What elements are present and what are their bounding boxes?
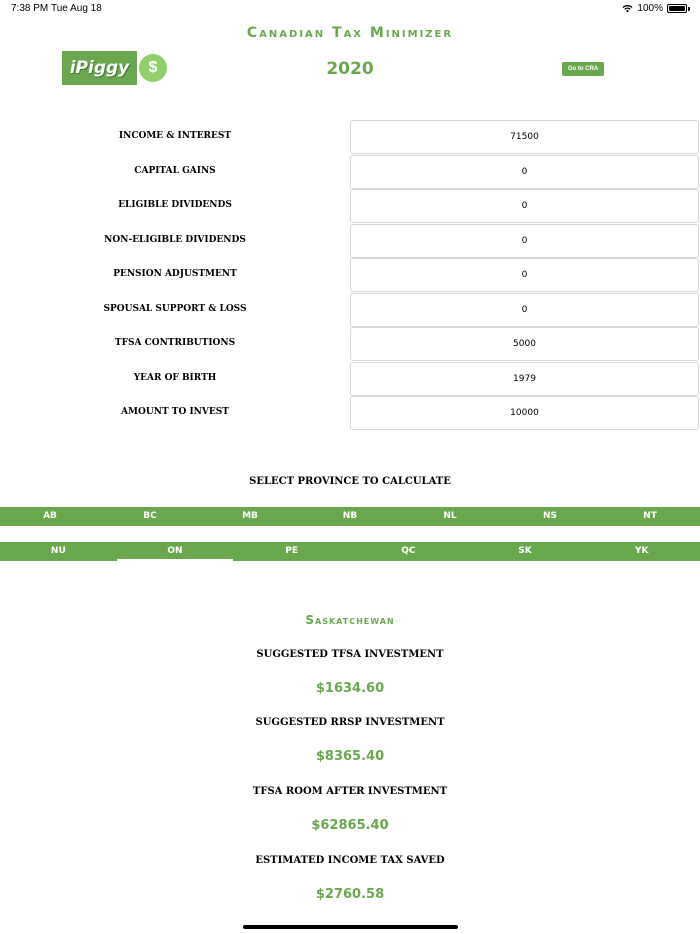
spousal-support-label: SPOUSAL SUPPORT & LOSS	[103, 304, 247, 314]
capital-gains-input[interactable]: 0	[350, 155, 699, 189]
amount-to-invest-label: AMOUNT TO INVEST	[121, 407, 229, 417]
result-province-name: Saskatchewan	[305, 613, 395, 627]
form-row-year-of-birth	[0, 362, 700, 396]
capital-gains-label: CAPITAL GAINS	[134, 166, 216, 176]
go-to-cra-button[interactable]: Go to CRA	[562, 62, 604, 76]
eligible-dividends-label: ELIGIBLE DIVIDENDS	[118, 200, 232, 210]
form-row-non-eligible-dividends	[0, 224, 700, 258]
suggested-rrsp-label: SUGGESTED RRSP INVESTMENT	[255, 717, 445, 728]
tax-year: 2020	[326, 59, 374, 79]
province-tab-sk[interactable]: SK	[518, 546, 532, 556]
province-tabs-row-1	[0, 507, 700, 526]
spousal-support-input[interactable]: 0	[350, 293, 699, 327]
status-time: 7:38 PM	[11, 3, 49, 14]
form-row-spousal-support	[0, 293, 700, 327]
piggy-bank-icon: $	[139, 54, 167, 82]
tax-saved-label: ESTIMATED INCOME TAX SAVED	[255, 855, 445, 866]
province-tab-nl[interactable]: NL	[443, 511, 457, 521]
status-date: Tue Aug 18	[51, 3, 102, 14]
pension-adjustment-input[interactable]: 0	[350, 258, 699, 292]
form-row-amount-to-invest	[0, 396, 700, 430]
suggested-tfsa-label: SUGGESTED TFSA INVESTMENT	[256, 649, 444, 660]
form-row-pension-adjustment	[0, 258, 700, 292]
non-eligible-dividends-label: NON-ELIGIBLE DIVIDENDS	[104, 235, 246, 245]
form-row-capital-gains	[0, 155, 700, 189]
year-of-birth-input[interactable]: 1979	[350, 362, 699, 396]
year-of-birth-label: YEAR OF BIRTH	[133, 373, 217, 383]
province-select-heading: SELECT PROVINCE TO CALCULATE	[249, 476, 451, 487]
battery-percent: 100%	[637, 3, 663, 14]
province-tab-nu[interactable]: NU	[50, 546, 66, 556]
province-tab-mb[interactable]: MB	[242, 511, 258, 521]
tfsa-room-label: TFSA ROOM AFTER INVESTMENT	[252, 786, 448, 797]
form-row-tfsa-contributions	[0, 327, 700, 361]
form-row-eligible-dividends	[0, 189, 700, 223]
status-right	[622, 3, 690, 14]
suggested-rrsp-value: $8365.40	[315, 749, 385, 764]
form-row-income	[0, 120, 700, 154]
home-indicator[interactable]	[243, 925, 458, 929]
province-tab-bc[interactable]: BC	[143, 511, 157, 521]
tax-saved-value: $2760.58	[315, 887, 385, 902]
battery-icon	[667, 4, 687, 13]
pension-adjustment-label: PENSION ADJUSTMENT	[113, 269, 237, 279]
eligible-dividends-input[interactable]: 0	[350, 189, 699, 223]
province-tabs-row-2	[0, 542, 700, 561]
province-tab-on[interactable]: ON	[117, 542, 234, 561]
amount-to-invest-input[interactable]: 10000	[350, 396, 699, 430]
non-eligible-dividends-input[interactable]: 0	[350, 224, 699, 258]
app-title: Canadian Tax Minimizer	[246, 25, 454, 41]
province-tab-yk[interactable]: YK	[634, 546, 649, 556]
tfsa-contributions-label: TFSA CONTRIBUTIONS	[114, 338, 236, 348]
battery-tip	[688, 7, 690, 11]
province-tab-qc[interactable]: QC	[401, 546, 416, 556]
ipiggy-logo: iPiggy	[62, 51, 137, 85]
tfsa-contributions-input[interactable]: 5000	[350, 327, 699, 361]
wifi-icon	[622, 4, 633, 13]
suggested-tfsa-value: $1634.60	[315, 681, 385, 696]
income-input[interactable]: 71500	[350, 120, 699, 154]
province-tab-nt[interactable]: NT	[643, 511, 657, 521]
province-tab-ns[interactable]: NS	[542, 511, 557, 521]
province-tab-nb[interactable]: NB	[342, 511, 358, 521]
tfsa-room-value: $62865.40	[311, 818, 389, 833]
province-tab-pe[interactable]: PE	[285, 546, 299, 556]
province-tab-ab[interactable]: AB	[43, 511, 57, 521]
status-bar	[0, 0, 700, 18]
income-label: INCOME & INTEREST	[118, 131, 232, 141]
